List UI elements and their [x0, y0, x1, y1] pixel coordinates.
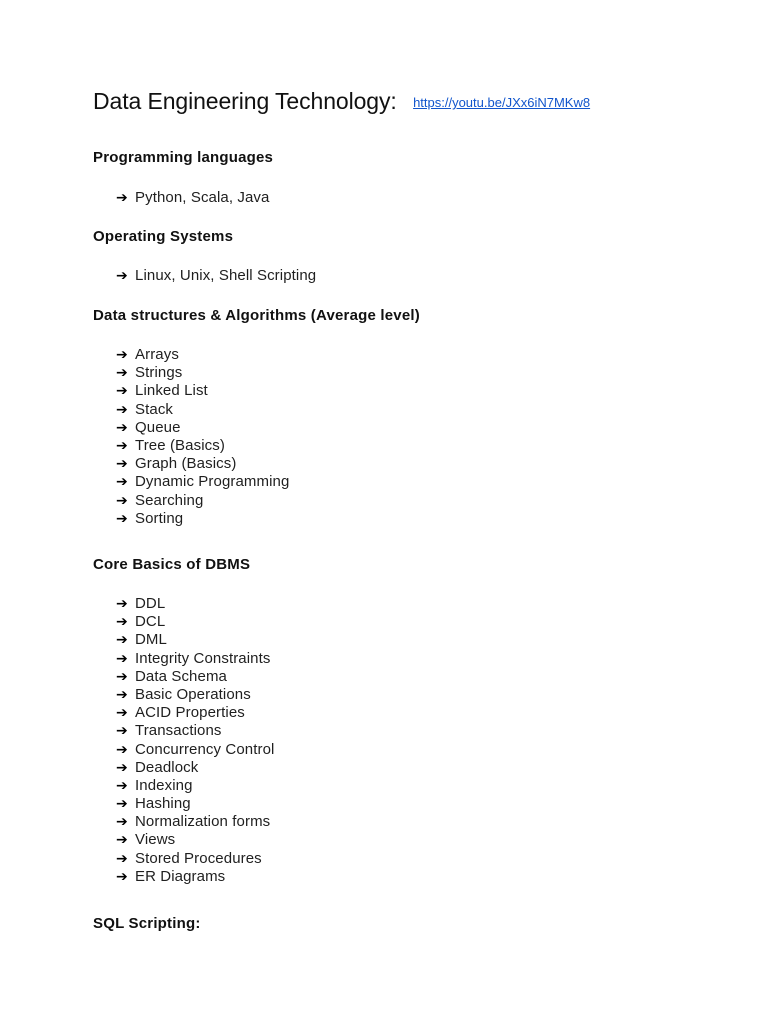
arrow-right-icon: ➔ — [116, 723, 128, 740]
youtube-link[interactable]: https://youtu.be/JXx6iN7MKw8 — [413, 95, 591, 110]
list-item-label: Concurrency Control — [135, 740, 275, 758]
list-item — [116, 510, 289, 528]
list-item — [116, 759, 274, 777]
arrow-right-icon: ➔ — [116, 868, 128, 885]
list-item-label: Hashing — [135, 795, 191, 813]
list-item-label: ACID Properties — [135, 704, 245, 722]
arrow-right-icon: ➔ — [116, 850, 128, 867]
list-item — [116, 613, 274, 631]
list-item — [116, 741, 274, 759]
list-item — [116, 704, 274, 722]
list-item — [116, 382, 289, 400]
list-item — [116, 189, 269, 207]
list-item — [116, 437, 289, 455]
list-item-label: DML — [135, 631, 167, 649]
arrow-right-icon: ➔ — [116, 510, 128, 527]
list-programming-languages — [116, 189, 269, 207]
arrow-right-icon: ➔ — [116, 777, 128, 794]
list-item-label: Data Schema — [135, 667, 227, 685]
list-item-label: Tree (Basics) — [135, 436, 225, 454]
list-item — [116, 850, 274, 868]
arrow-right-icon: ➔ — [116, 492, 128, 509]
title-text: Data Engineering Technology: — [93, 88, 397, 114]
document-title — [93, 86, 590, 120]
list-item-label: Searching — [135, 491, 204, 509]
list-item — [116, 473, 289, 491]
list-item-label: Arrays — [135, 346, 179, 363]
arrow-right-icon: ➔ — [116, 686, 128, 703]
list-item-label: Deadlock — [135, 758, 199, 776]
list-item-label: Normalization forms — [135, 813, 271, 831]
list-item — [116, 267, 316, 285]
list-item — [116, 595, 274, 613]
list-item-label: Stored Procedures — [135, 849, 262, 867]
list-item — [116, 650, 274, 668]
list-item — [116, 419, 289, 437]
list-item-label: Python, Scala, Java — [135, 189, 270, 206]
list-item-label: Transactions — [135, 722, 222, 740]
list-item — [116, 813, 274, 831]
arrow-right-icon: ➔ — [116, 759, 128, 776]
list-item-label: Linux, Unix, Shell Scripting — [135, 267, 317, 284]
list-item-label: Dynamic Programming — [135, 473, 290, 491]
list-item — [116, 868, 274, 886]
arrow-right-icon: ➔ — [116, 268, 128, 284]
list-item — [116, 668, 274, 686]
arrow-right-icon: ➔ — [116, 814, 128, 831]
list-item — [116, 492, 289, 510]
list-item — [116, 364, 289, 382]
list-data-structures-algorithms — [116, 346, 289, 528]
arrow-right-icon: ➔ — [116, 668, 128, 685]
arrow-right-icon: ➔ — [116, 437, 128, 454]
list-item-label: Graph (Basics) — [135, 455, 237, 473]
list-item — [116, 722, 274, 740]
arrow-right-icon: ➔ — [116, 401, 128, 418]
list-item-label: Indexing — [135, 776, 193, 794]
list-item-label: Views — [135, 831, 176, 849]
arrow-right-icon: ➔ — [116, 650, 128, 667]
arrow-right-icon: ➔ — [116, 365, 128, 382]
heading-core-basics-dbms: Core Basics of DBMS — [93, 556, 251, 573]
arrow-right-icon: ➔ — [116, 632, 128, 649]
list-item-label: DCL — [135, 613, 166, 631]
list-item — [116, 401, 289, 419]
list-item-label: ER Diagrams — [135, 867, 226, 885]
list-item — [116, 831, 274, 849]
list-item-label: Basic Operations — [135, 685, 251, 703]
list-item-label: Queue — [135, 418, 181, 436]
list-core-basics-dbms — [116, 595, 274, 886]
list-item-label: Stack — [135, 400, 174, 418]
arrow-right-icon: ➔ — [116, 347, 128, 363]
heading-programming-languages: Programming languages — [93, 149, 274, 166]
list-item — [116, 455, 289, 473]
arrow-right-icon: ➔ — [116, 419, 128, 436]
list-item — [116, 346, 289, 364]
list-item-label: Integrity Constraints — [135, 649, 271, 667]
arrow-right-icon: ➔ — [116, 474, 128, 491]
heading-operating-systems: Operating Systems — [93, 228, 234, 245]
list-item-label: DDL — [135, 595, 166, 612]
arrow-right-icon: ➔ — [116, 705, 128, 722]
arrow-right-icon: ➔ — [116, 190, 128, 206]
heading-data-structures-algorithms: Data structures & Algorithms (Average level) — [93, 307, 420, 324]
list-item-label: Strings — [135, 364, 183, 382]
arrow-right-icon: ➔ — [116, 456, 128, 473]
arrow-right-icon: ➔ — [116, 832, 128, 849]
list-operating-systems — [116, 267, 316, 285]
list-item-label: Linked List — [135, 382, 208, 400]
arrow-right-icon: ➔ — [116, 383, 128, 400]
list-item — [116, 686, 274, 704]
list-item — [116, 631, 274, 649]
list-item-label: Sorting — [135, 509, 184, 527]
list-item — [116, 795, 274, 813]
arrow-right-icon: ➔ — [116, 614, 128, 631]
arrow-right-icon: ➔ — [116, 796, 128, 813]
heading-sql-scripting: SQL Scripting: — [93, 915, 201, 932]
arrow-right-icon: ➔ — [116, 596, 128, 612]
list-item — [116, 777, 274, 795]
arrow-right-icon: ➔ — [116, 741, 128, 758]
